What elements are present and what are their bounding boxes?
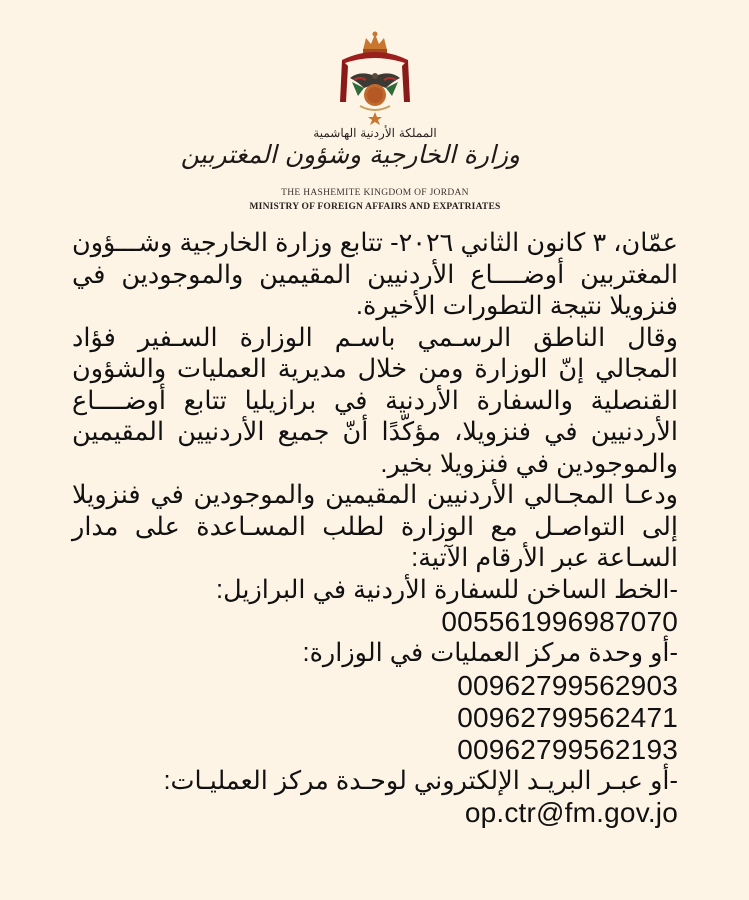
ministry-letterhead xyxy=(180,28,520,218)
statement-paragraph-spokesman: وقال الناطق الرسـمي باسـم الوزارة السـفير فؤاد المجالي إنّ الوزارة ومن خلال مديرية العمليات والشؤون القنصلية والسفارة الأردنية في برازيليا تتابع أوضــــاع الأردنيين في فنزويلا، مؤكّدًا أنّ جميع الأردنيين المقيمين والموجودين في فنزويلا بخير. xyxy=(72,323,678,478)
statement-paragraph-call: ودعـا المجـالي الأردنيين المقيمين والموجودين في فنزويلا إلى التواصـل مع الوزارة لطلب المسـاعدة على مدار السـاعة عبر الأرقام الآتية: xyxy=(72,481,678,572)
ops-number-3[interactable]: 00962799562193 xyxy=(457,733,678,765)
ops-number-1[interactable]: 00962799562903 xyxy=(457,669,678,701)
press-statement xyxy=(72,228,678,829)
hotline-label: -الخط الساخن للسفارة الأردنية في البرازيل: xyxy=(215,575,678,604)
english-kingdom-name: THE HASHEMITE KINGDOM OF JORDAN xyxy=(281,188,469,198)
ops-center-label: -أو وحدة مركز العمليات في الوزارة: xyxy=(302,639,678,667)
email-address[interactable]: op.ctr@fm.gov.jo xyxy=(464,797,678,828)
arabic-kingdom-name: المملكة الأردنية الهاشمية xyxy=(313,126,437,140)
email-label: -أو عبـر البريـد الإلكتروني لوحـدة مركز العمليـات: xyxy=(163,766,678,795)
statement-paragraph-intro: عمّان، ٣ كانون الثاني ٢٠٢٦- تتابع وزارة الخارجية وشـــؤون المغتربين أوضــــاع الأردنيين المقيمين والموجودين في فنزويلا نتيجة التطورات الأخيرة. xyxy=(72,229,678,320)
english-ministry-name: MINISTRY OF FOREIGN AFFAIRS AND EXPATRIATES xyxy=(249,202,501,212)
coat-of-arms-icon xyxy=(330,30,420,126)
ops-number-2[interactable]: 00962799562471 xyxy=(457,701,678,733)
arabic-ministry-name: وزارة الخارجية وشؤون المغتربين xyxy=(180,140,520,169)
hotline-number[interactable]: 005561996987070 xyxy=(441,606,678,637)
